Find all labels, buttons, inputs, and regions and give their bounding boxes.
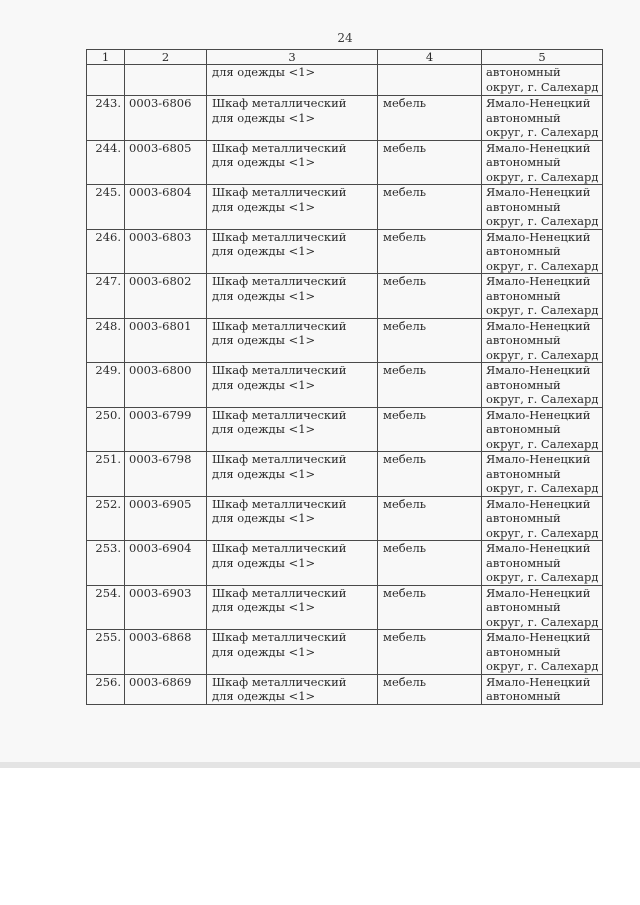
cell-category: мебель (378, 363, 482, 408)
cell-category: мебель (378, 229, 482, 274)
cell-code: 0003-6905 (125, 496, 207, 541)
region-line: автономный (486, 155, 561, 169)
cell-category: мебель (378, 585, 482, 630)
cell-name (207, 496, 378, 541)
cell-code: 0003-6806 (125, 96, 207, 141)
region-line: автономный (486, 600, 561, 614)
column-header-1: 1 (87, 50, 125, 65)
region-line: округ, г. Салехард (486, 481, 599, 495)
cell-region (482, 96, 603, 141)
continuation-row (87, 65, 603, 96)
region-line: Ямало-Ненецкий (486, 496, 591, 511)
cell-category: мебель (378, 496, 482, 541)
cell-num: 250. (87, 407, 125, 452)
cell-category: мебель (378, 96, 482, 141)
cell-name (207, 674, 378, 704)
cell-num: 256. (87, 674, 125, 704)
cell-num: 255. (87, 630, 125, 675)
region-line: Ямало-Ненецкий (486, 452, 591, 466)
region-line: округ, г. Салехард (486, 347, 599, 362)
cell-code: 0003-6800 (125, 363, 207, 408)
name-line: для одежды <1> (212, 555, 316, 570)
name-line: Шкаф металлический (212, 229, 347, 244)
table-row (87, 318, 603, 363)
region-line: округ, г. Салехард (486, 303, 599, 317)
name-line: Шкаф металлический (212, 585, 347, 600)
region-line: Ямало-Ненецкий (486, 274, 591, 288)
region-line: Ямало-Ненецкий (486, 674, 591, 689)
page-number: 24 (337, 31, 353, 45)
column-header-2: 2 (125, 50, 207, 65)
region-line: Ямало-Ненецкий (486, 407, 591, 422)
cell-num: 253. (87, 541, 125, 586)
cell-category: мебель (378, 541, 482, 586)
cell-code: 0003-6805 (125, 140, 207, 185)
cell-name (207, 140, 378, 185)
cell-category: мебель (378, 630, 482, 675)
cell-name (207, 96, 378, 141)
region-line: Ямало-Ненецкий (486, 363, 591, 377)
cell-region (482, 630, 603, 675)
cell-category: мебель (378, 274, 482, 319)
table-row (87, 496, 603, 541)
region-line: Ямало-Ненецкий (486, 140, 591, 155)
name-line: для одежды <1> (212, 377, 316, 392)
column-header-3: 3 (207, 50, 378, 65)
region-line: Ямало-Ненецкий (486, 229, 591, 244)
region-line: округ, г. Салехард (486, 614, 599, 629)
name-line: для одежды <1> (212, 422, 316, 436)
table-row (87, 140, 603, 185)
name-line: Шкаф металлический (212, 318, 347, 333)
column-header-4: 4 (378, 50, 482, 65)
name-line: Шкаф металлический (212, 96, 347, 110)
property-table (86, 49, 603, 705)
table-row (87, 452, 603, 497)
cell-region (482, 229, 603, 274)
region-line: Ямало-Ненецкий (486, 96, 591, 110)
region-line: Ямало-Ненецкий (486, 185, 591, 199)
cell-region (482, 363, 603, 408)
cell-code: 0003-6868 (125, 630, 207, 675)
cell-region (482, 585, 603, 630)
name-line: Шкаф металлический (212, 140, 347, 155)
cell-code (125, 65, 207, 96)
cell-num: 254. (87, 585, 125, 630)
cell-name (207, 229, 378, 274)
cell-name (207, 585, 378, 630)
cell-code: 0003-6803 (125, 229, 207, 274)
region-line: округ, г. Салехард (486, 392, 599, 406)
region-line: Ямало-Ненецкий (486, 541, 591, 555)
cell-num (87, 65, 125, 96)
region-line: округ, г. Салехард (486, 214, 599, 228)
region-line: автономный (486, 333, 561, 347)
region-line: округ, г. Салехард (486, 525, 599, 540)
region-line: округ, г. Салехард (486, 258, 599, 273)
name-line: Шкаф металлический (212, 407, 347, 422)
region-line: автономный (486, 555, 561, 570)
cell-region (482, 541, 603, 586)
cell-name (207, 452, 378, 497)
cell-region (482, 407, 603, 452)
cell-name (207, 630, 378, 675)
name-line: Шкаф металлический (212, 496, 347, 511)
cell-name (207, 541, 378, 586)
cell-code: 0003-6904 (125, 541, 207, 586)
cell-num: 247. (87, 274, 125, 319)
name-line: для одежды <1> (212, 689, 316, 703)
region-line: автономный (486, 644, 561, 659)
cell-region (482, 496, 603, 541)
table-row (87, 674, 603, 704)
name-line: для одежды <1> (212, 333, 316, 347)
region-line: автономный (486, 199, 561, 214)
cell-code: 0003-6802 (125, 274, 207, 319)
name-line: Шкаф металлический (212, 452, 347, 466)
name-line: Шкаф металлический (212, 630, 347, 644)
table-row (87, 274, 603, 319)
cell-code: 0003-6799 (125, 407, 207, 452)
cell-region (482, 318, 603, 363)
name-line: для одежды <1> (212, 466, 316, 481)
region-line: Ямало-Ненецкий (486, 318, 591, 333)
region-line: округ, г. Салехард (486, 169, 599, 184)
region-line: автономный (486, 377, 561, 392)
table-row (87, 96, 603, 141)
cell-category: мебель (378, 452, 482, 497)
table-row (87, 407, 603, 452)
cell-category: мебель (378, 318, 482, 363)
cell-name (207, 185, 378, 230)
region-line: округ, г. Салехард (486, 570, 599, 584)
cell-category: мебель (378, 185, 482, 230)
cell-num: 249. (87, 363, 125, 408)
name-line: для одежды <1> (212, 110, 316, 125)
cell-region (482, 274, 603, 319)
cell-num: 246. (87, 229, 125, 274)
cell-num: 248. (87, 318, 125, 363)
cell-num: 245. (87, 185, 125, 230)
cell-name (207, 363, 378, 408)
cell-num: 243. (87, 96, 125, 141)
table-row (87, 185, 603, 230)
cell-region (482, 674, 603, 704)
cell-region (482, 452, 603, 497)
region-line: Ямало-Ненецкий (486, 630, 591, 644)
cell-num: 252. (87, 496, 125, 541)
column-header-5: 5 (482, 50, 603, 65)
cell-name (207, 407, 378, 452)
name-line: Шкаф металлический (212, 185, 347, 199)
cell-region (482, 140, 603, 185)
name-line: для одежды <1> (212, 644, 316, 659)
name-line: для одежды <1> (212, 600, 316, 614)
cell-name (207, 274, 378, 319)
cell-code: 0003-6869 (125, 674, 207, 704)
name-line: для одежды <1> (212, 155, 316, 169)
cell-category: мебель (378, 407, 482, 452)
table-body (87, 65, 603, 705)
cell-region (482, 185, 603, 230)
region-line: автономный (486, 422, 561, 436)
cell-name (207, 65, 378, 96)
table-row (87, 585, 603, 630)
region-line: округ, г. Салехард (486, 436, 599, 451)
region-line: автономный (486, 689, 561, 703)
cell-name (207, 318, 378, 363)
cell-region (482, 65, 603, 96)
cell-category: мебель (378, 674, 482, 704)
name-line: для одежды <1> (212, 511, 316, 525)
region-line: автономный (486, 466, 561, 481)
region-line: автономный (486, 110, 561, 125)
cell-num: 251. (87, 452, 125, 497)
name-line: для одежды <1> (212, 199, 316, 214)
region-line: автономный (486, 288, 561, 303)
region-line: Ямало-Ненецкий (486, 585, 591, 600)
cell-code: 0003-6798 (125, 452, 207, 497)
name-line: Шкаф металлический (212, 363, 347, 377)
header-row (87, 50, 603, 65)
cell-category (378, 65, 482, 96)
table-row (87, 541, 603, 586)
region-line: автономный (486, 65, 561, 79)
region-line: автономный (486, 244, 561, 258)
region-line: округ, г. Салехард (486, 79, 599, 94)
table-row (87, 363, 603, 408)
region-line: автономный (486, 511, 561, 525)
name-line: Шкаф металлический (212, 541, 347, 555)
cell-code: 0003-6801 (125, 318, 207, 363)
table-row (87, 630, 603, 675)
name-line: для одежды <1> (212, 288, 316, 303)
cell-num: 244. (87, 140, 125, 185)
cell-code: 0003-6804 (125, 185, 207, 230)
name-line: для одежды <1> (212, 65, 316, 79)
name-line: Шкаф металлический (212, 274, 347, 288)
page-bottom-edge (0, 762, 640, 768)
cell-category: мебель (378, 140, 482, 185)
cell-code: 0003-6903 (125, 585, 207, 630)
table-row (87, 229, 603, 274)
region-line: округ, г. Салехард (486, 125, 599, 139)
name-line: для одежды <1> (212, 244, 316, 258)
region-line: округ, г. Салехард (486, 659, 599, 673)
name-line: Шкаф металлический (212, 674, 347, 689)
